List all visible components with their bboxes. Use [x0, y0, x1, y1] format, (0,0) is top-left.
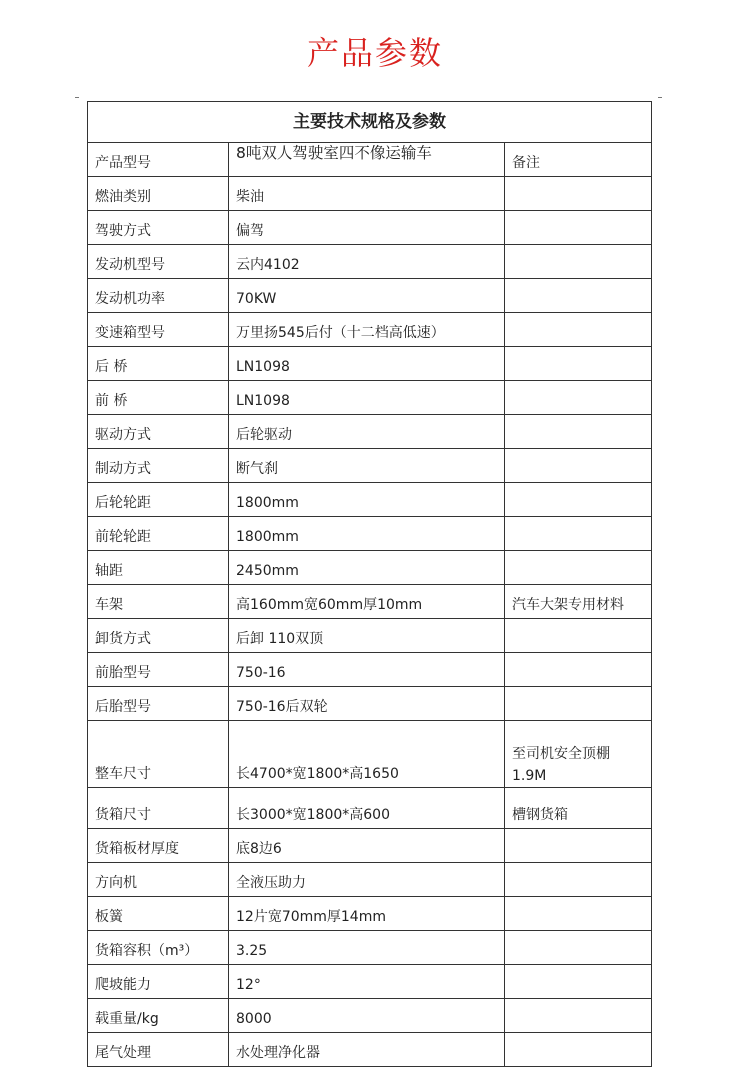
cell-value: 750-16后双轮	[229, 687, 505, 721]
cell-value: 后轮驱动	[229, 415, 505, 449]
table-row	[88, 143, 652, 177]
cell-value: 全液压助力	[229, 863, 505, 897]
cell-label: 方向机	[88, 863, 229, 897]
cell-label: 制动方式	[88, 449, 229, 483]
cell-value: 长4700*宽1800*高1650	[229, 721, 505, 788]
table-row	[88, 931, 652, 965]
cell-label: 前胎型号	[88, 653, 229, 687]
cell-value: 断气刹	[229, 449, 505, 483]
cell-value: 水处理净化器	[229, 1033, 505, 1067]
cell-label: 货箱板材厚度	[88, 829, 229, 863]
crop-mark-left	[75, 97, 79, 98]
cell-note	[505, 211, 652, 245]
table-row	[88, 619, 652, 653]
cell-value: 底8边6	[229, 829, 505, 863]
cell-value: 12片宽70mm厚14mm	[229, 897, 505, 931]
cell-value: 柴油	[229, 177, 505, 211]
cell-note	[505, 449, 652, 483]
table-row	[88, 381, 652, 415]
table-row	[88, 313, 652, 347]
table-row	[88, 721, 652, 788]
page-title: 产品参数	[306, 34, 443, 72]
cell-note: 汽车大架专用材料	[505, 585, 652, 619]
table-row	[88, 483, 652, 517]
cell-note	[505, 931, 652, 965]
cell-label: 车架	[88, 585, 229, 619]
cell-note: 槽钢货箱	[505, 788, 652, 829]
cell-label: 前 桥	[88, 381, 229, 415]
cell-value: LN1098	[229, 381, 505, 415]
cell-label: 货箱容积（m³）	[88, 931, 229, 965]
cell-value: 12°	[229, 965, 505, 999]
table-row	[88, 965, 652, 999]
table-row	[88, 863, 652, 897]
table-row	[88, 999, 652, 1033]
cell-value: 高160mm宽60mm厚10mm	[229, 585, 505, 619]
cell-value: 1800mm	[229, 517, 505, 551]
cell-note	[505, 177, 652, 211]
table-heading-row	[88, 102, 652, 143]
cell-value: 8吨双人驾驶室四不像运输车	[229, 143, 505, 177]
cell-note	[505, 279, 652, 313]
cell-value: 万里扬545后付（十二档高低速）	[229, 313, 505, 347]
cell-label: 变速箱型号	[88, 313, 229, 347]
cell-label: 发动机型号	[88, 245, 229, 279]
cell-label: 整车尺寸	[88, 721, 229, 788]
table-row	[88, 653, 652, 687]
cell-note	[505, 551, 652, 585]
cell-value: 750-16	[229, 653, 505, 687]
table-row	[88, 347, 652, 381]
table-row	[88, 829, 652, 863]
cell-note	[505, 897, 652, 931]
cell-note	[505, 863, 652, 897]
crop-mark-right	[658, 97, 662, 98]
cell-note	[505, 245, 652, 279]
cell-value: 云内4102	[229, 245, 505, 279]
table-row	[88, 1033, 652, 1067]
cell-label: 尾气处理	[88, 1033, 229, 1067]
table-row	[88, 177, 652, 211]
cell-label: 轴距	[88, 551, 229, 585]
cell-note: 至司机安全顶棚1.9M	[505, 721, 652, 788]
cell-label: 卸货方式	[88, 619, 229, 653]
cell-value: 3.25	[229, 931, 505, 965]
table-row	[88, 517, 652, 551]
cell-note	[505, 517, 652, 551]
table-heading: 主要技术规格及参数	[88, 102, 652, 143]
cell-value: 长3000*宽1800*高600	[229, 788, 505, 829]
cell-label: 后轮轮距	[88, 483, 229, 517]
table-row	[88, 279, 652, 313]
cell-note	[505, 653, 652, 687]
cell-label: 前轮轮距	[88, 517, 229, 551]
table-row	[88, 788, 652, 829]
table-row	[88, 687, 652, 721]
cell-value: 偏驾	[229, 211, 505, 245]
table-row	[88, 415, 652, 449]
cell-note	[505, 1033, 652, 1067]
cell-label: 后 桥	[88, 347, 229, 381]
cell-note	[505, 687, 652, 721]
table-row	[88, 211, 652, 245]
cell-note	[505, 313, 652, 347]
table-row	[88, 551, 652, 585]
cell-note	[505, 483, 652, 517]
cell-note: 备注	[505, 143, 652, 177]
table-row	[88, 585, 652, 619]
cell-value: 8000	[229, 999, 505, 1033]
cell-note	[505, 965, 652, 999]
cell-label: 货箱尺寸	[88, 788, 229, 829]
cell-value: 1800mm	[229, 483, 505, 517]
cell-label: 发动机功率	[88, 279, 229, 313]
cell-label: 驱动方式	[88, 415, 229, 449]
cell-value: 2450mm	[229, 551, 505, 585]
cell-note	[505, 381, 652, 415]
cell-note	[505, 415, 652, 449]
cell-label: 载重量/kg	[88, 999, 229, 1033]
cell-label: 板簧	[88, 897, 229, 931]
cell-note	[505, 347, 652, 381]
cell-label: 爬坡能力	[88, 965, 229, 999]
cell-value: 后卸 110双顶	[229, 619, 505, 653]
cell-note	[505, 999, 652, 1033]
table-row	[88, 245, 652, 279]
table-row	[88, 449, 652, 483]
cell-label: 燃油类别	[88, 177, 229, 211]
spec-table	[87, 101, 652, 1067]
cell-label: 产品型号	[88, 143, 229, 177]
cell-value: 70KW	[229, 279, 505, 313]
cell-label: 后胎型号	[88, 687, 229, 721]
cell-value: LN1098	[229, 347, 505, 381]
cell-note	[505, 829, 652, 863]
cell-note	[505, 619, 652, 653]
table-row	[88, 897, 652, 931]
cell-label: 驾驶方式	[88, 211, 229, 245]
